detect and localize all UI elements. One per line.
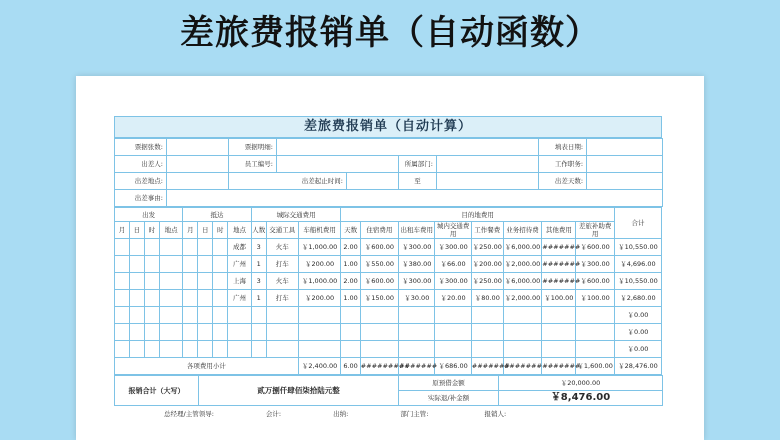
depart-day-cell[interactable] [129, 290, 144, 307]
meal-cell[interactable]: ￥250.00 [471, 273, 503, 290]
local-transport-cell[interactable] [435, 324, 471, 341]
vehicle-cell[interactable]: 火车 [266, 273, 298, 290]
arrive-month-cell[interactable] [183, 341, 198, 358]
days-cell[interactable]: 1.00 [341, 256, 360, 273]
fare-cell[interactable]: ￥1,000.00 [298, 273, 341, 290]
receipt-count-field[interactable] [167, 139, 229, 156]
table-row [115, 324, 662, 341]
days-header: 天数 [341, 222, 360, 239]
fill-date-label: 填表日期: [539, 139, 587, 156]
other-cell[interactable]: ￥100.00 [542, 290, 576, 307]
people-cell[interactable]: 1 [251, 290, 266, 307]
allowance-cell[interactable]: ￥100.00 [576, 290, 614, 307]
location-label: 出差地点: [115, 173, 167, 190]
vehicle-cell[interactable]: 火车 [266, 239, 298, 256]
period-to-label: 至 [399, 173, 437, 190]
arrive-month-cell[interactable] [183, 324, 198, 341]
days-cell[interactable] [341, 341, 360, 358]
days-cell[interactable]: 1.00 [341, 290, 360, 307]
total-upper-amount: 贰万捌仟肆佰柒拾陆元整 [199, 376, 399, 406]
subtotal-label: 各项费用小计 [115, 358, 299, 375]
fare-cell[interactable]: ￥200.00 [298, 256, 341, 273]
allowance-cell[interactable]: ￥600.00 [576, 239, 614, 256]
local-transport-header: 城内交通费用 [436, 222, 470, 238]
fare-cell[interactable]: ￥200.00 [298, 290, 341, 307]
meal-cell[interactable]: ￥250.00 [471, 239, 503, 256]
local-transport-cell[interactable] [435, 341, 471, 358]
other-cell[interactable] [542, 341, 576, 358]
taxi-cell[interactable] [399, 341, 435, 358]
depart-month-cell[interactable] [115, 324, 130, 341]
table-row [115, 256, 662, 273]
arrive-month-cell[interactable] [183, 256, 198, 273]
days-cell[interactable] [341, 307, 360, 324]
other-cell[interactable]: ####### [542, 239, 576, 256]
arrive-place-cell[interactable] [228, 324, 252, 341]
intercity-header: 城际交通费用 [251, 208, 341, 222]
entertain-cell[interactable] [503, 324, 541, 341]
local-transport-cell[interactable] [435, 307, 471, 324]
total-cell[interactable]: ￥10,550.00 [614, 239, 661, 256]
total-cell[interactable]: ￥0.00 [614, 324, 661, 341]
location-field[interactable] [167, 173, 229, 190]
vehicle-cell[interactable] [266, 324, 298, 341]
total-cell[interactable]: ￥10,550.00 [614, 273, 661, 290]
arrive-day-header: 日 [198, 222, 213, 239]
arrive-time-cell[interactable] [213, 324, 228, 341]
people-header: 人数 [251, 222, 266, 239]
fare-header: 车船机费用 [298, 222, 341, 239]
period-start-field[interactable] [347, 173, 399, 190]
destination-header: 目的地费用 [341, 208, 614, 222]
arrive-place-cell[interactable]: 上海 [228, 273, 252, 290]
depart-time-cell[interactable] [144, 324, 159, 341]
days-cell[interactable]: 2.00 [341, 273, 360, 290]
depart-day-cell[interactable] [129, 256, 144, 273]
department-field[interactable] [437, 156, 539, 173]
depart-place-cell[interactable] [159, 273, 183, 290]
expense-form [114, 116, 662, 420]
refund-value: ￥8,476.00 [499, 391, 663, 406]
lodging-cell[interactable] [360, 341, 398, 358]
summary-table [114, 375, 663, 406]
days-field[interactable] [587, 173, 663, 190]
manager-signature: 总经理/主管领导: [164, 409, 214, 418]
depart-month-cell[interactable] [115, 341, 130, 358]
table-row [115, 341, 662, 358]
arrive-month-cell[interactable] [183, 307, 198, 324]
taxi-cell[interactable]: ￥30.00 [399, 290, 435, 307]
subtotal-local-cell: ￥686.00 [435, 358, 471, 375]
receipt-desc-label: 票据明细: [229, 139, 277, 156]
table-row [115, 307, 662, 324]
claimant-signature: 报销人: [484, 409, 507, 418]
reason-label: 出差事由: [115, 190, 167, 207]
lodging-header: 住宿费用 [360, 222, 398, 239]
other-cell[interactable] [542, 307, 576, 324]
arrive-month-cell[interactable] [183, 239, 198, 256]
arrive-month-cell[interactable] [183, 273, 198, 290]
local-transport-cell[interactable]: ￥300.00 [435, 273, 471, 290]
entertain-header: 业务招待费 [503, 222, 541, 239]
depart-place-cell[interactable] [159, 324, 183, 341]
arrive-day-cell[interactable] [198, 307, 213, 324]
receipt-desc-field[interactable] [277, 139, 539, 156]
traveler-label: 出差人: [115, 156, 167, 173]
arrive-place-cell[interactable] [228, 341, 252, 358]
job-title-field[interactable] [587, 156, 663, 173]
depart-month-cell[interactable] [115, 256, 130, 273]
document-sheet [76, 76, 704, 440]
vehicle-cell[interactable] [266, 341, 298, 358]
depart-month-cell[interactable] [115, 239, 130, 256]
other-cell[interactable]: ####### [542, 273, 576, 290]
fare-cell[interactable]: ￥1,000.00 [298, 239, 341, 256]
subtotal-fare-cell: ￥2,400.00 [298, 358, 341, 375]
people-cell[interactable]: 3 [251, 239, 266, 256]
subtotal-meal-cell: ####### [471, 358, 503, 375]
fare-cell[interactable] [298, 307, 341, 324]
depart-month-cell[interactable] [115, 273, 130, 290]
people-cell[interactable]: 1 [251, 256, 266, 273]
arrive-day-cell[interactable] [198, 273, 213, 290]
taxi-cell[interactable]: ￥300.00 [399, 273, 435, 290]
entertain-cell[interactable]: ￥2,000.00 [503, 290, 541, 307]
period-label: 出差起止时间: [229, 173, 347, 190]
arrive-day-cell[interactable] [198, 324, 213, 341]
depart-month-cell[interactable] [115, 290, 130, 307]
entertain-cell[interactable] [503, 307, 541, 324]
meal-cell[interactable] [471, 324, 503, 341]
arrive-time-cell[interactable] [213, 239, 228, 256]
arrive-time-cell[interactable] [213, 256, 228, 273]
lodging-cell[interactable]: ￥550.00 [360, 256, 398, 273]
fare-cell[interactable] [298, 324, 341, 341]
allowance-cell[interactable]: ￥300.00 [576, 256, 614, 273]
meal-cell[interactable] [471, 341, 503, 358]
allowance-cell[interactable]: ￥600.00 [576, 273, 614, 290]
lodging-cell[interactable] [360, 324, 398, 341]
lodging-cell[interactable] [360, 307, 398, 324]
taxi-cell[interactable]: ￥300.00 [399, 239, 435, 256]
refund-label: 实际退/补金额 [399, 391, 499, 406]
people-cell[interactable] [251, 341, 266, 358]
arrive-place-cell[interactable] [228, 307, 252, 324]
allowance-cell[interactable] [576, 341, 614, 358]
arrive-day-cell[interactable] [198, 239, 213, 256]
days-label: 出差天数: [539, 173, 587, 190]
depart-time-header: 时 [144, 222, 159, 239]
subtotal-allowance-cell: ￥1,600.00 [576, 358, 614, 375]
vehicle-cell[interactable]: 打车 [266, 256, 298, 273]
depart-time-cell[interactable] [144, 256, 159, 273]
arrive-place-cell[interactable]: 广州 [228, 290, 252, 307]
taxi-cell[interactable]: ￥380.00 [399, 256, 435, 273]
traveler-field[interactable] [167, 156, 229, 173]
allowance-cell[interactable] [576, 324, 614, 341]
depart-month-header: 月 [115, 222, 130, 239]
other-cell[interactable]: ####### [542, 256, 576, 273]
entertain-cell[interactable]: ￥2,000.00 [503, 256, 541, 273]
table-row [115, 290, 662, 307]
total-upper-label: 报销合计（大写） [115, 376, 199, 406]
advance-label: 原预借金额 [399, 376, 499, 391]
signature-row [114, 406, 662, 420]
vehicle-header: 交通工具 [266, 222, 298, 239]
people-cell[interactable]: 3 [251, 273, 266, 290]
entertain-cell[interactable] [503, 341, 541, 358]
lodging-cell[interactable]: ￥150.00 [360, 290, 398, 307]
cashier-signature: 出纳: [333, 409, 349, 418]
form-title: 差旅费报销单（自动计算） [114, 116, 662, 138]
depart-place-header: 地点 [159, 222, 183, 239]
depart-time-cell[interactable] [144, 273, 159, 290]
taxi-cell[interactable] [399, 307, 435, 324]
depart-time-cell[interactable] [144, 239, 159, 256]
depart-place-cell[interactable] [159, 239, 183, 256]
depart-place-cell[interactable] [159, 341, 183, 358]
depart-time-cell[interactable] [144, 290, 159, 307]
total-cell[interactable]: ￥0.00 [614, 341, 661, 358]
depart-place-cell[interactable] [159, 290, 183, 307]
arrive-place-header: 地点 [228, 222, 252, 239]
depart-day-header: 日 [129, 222, 144, 239]
subtotal-lodging-cell: ######### [360, 358, 398, 375]
meal-cell[interactable]: ￥80.00 [471, 290, 503, 307]
employee-id-label: 员工编号: [229, 156, 277, 173]
vehicle-cell[interactable] [266, 307, 298, 324]
dept-head-signature: 部门主管: [400, 409, 429, 418]
depart-time-cell[interactable] [144, 341, 159, 358]
arrive-header: 抵达 [183, 208, 251, 222]
total-header: 合计 [614, 208, 661, 239]
arrive-time-cell[interactable] [213, 273, 228, 290]
depart-day-cell[interactable] [129, 307, 144, 324]
arrive-time-header: 时 [213, 222, 228, 239]
banner-title: 差旅费报销单（自动函数） [180, 13, 600, 53]
total-cell[interactable]: ￥4,696.00 [614, 256, 661, 273]
arrive-month-header: 月 [183, 222, 198, 239]
expense-table [114, 207, 662, 375]
days-cell[interactable]: 2.00 [341, 239, 360, 256]
lodging-cell[interactable]: ￥600.00 [360, 273, 398, 290]
subtotal-total-cell: ￥28,476.00 [614, 358, 661, 375]
people-cell[interactable] [251, 324, 266, 341]
depart-day-cell[interactable] [129, 324, 144, 341]
reason-field[interactable] [167, 190, 663, 207]
depart-day-cell[interactable] [129, 239, 144, 256]
entertain-cell[interactable]: ￥6,000.00 [503, 273, 541, 290]
total-cell[interactable]: ￥0.00 [614, 307, 661, 324]
job-title-label: 工作职务: [539, 156, 587, 173]
arrive-day-cell[interactable] [198, 290, 213, 307]
arrive-day-cell[interactable] [198, 341, 213, 358]
local-transport-cell[interactable]: ￥66.00 [435, 256, 471, 273]
taxi-cell[interactable] [399, 324, 435, 341]
depart-header: 出发 [115, 208, 183, 222]
employee-id-field[interactable] [277, 156, 399, 173]
depart-day-cell[interactable] [129, 341, 144, 358]
department-label: 所属部门: [399, 156, 437, 173]
other-header: 其他费用 [542, 222, 576, 239]
arrive-place-cell[interactable]: 成都 [228, 239, 252, 256]
entertain-cell[interactable]: ￥6,000.00 [503, 239, 541, 256]
receipt-count-label: 票据张数: [115, 139, 167, 156]
arrive-place-cell[interactable]: 广州 [228, 256, 252, 273]
local-transport-cell[interactable]: ￥300.00 [435, 239, 471, 256]
depart-time-cell[interactable] [144, 307, 159, 324]
total-cell[interactable]: ￥2,680.00 [614, 290, 661, 307]
subtotal-taxi-cell: ####### [399, 358, 435, 375]
depart-day-cell[interactable] [129, 273, 144, 290]
fill-date-field[interactable] [587, 139, 663, 156]
vehicle-cell[interactable]: 打车 [266, 290, 298, 307]
depart-month-cell[interactable] [115, 307, 130, 324]
period-end-field[interactable] [437, 173, 539, 190]
depart-place-cell[interactable] [159, 307, 183, 324]
arrive-day-cell[interactable] [198, 256, 213, 273]
taxi-header: 出租车费用 [399, 222, 435, 239]
lodging-cell[interactable]: ￥600.00 [360, 239, 398, 256]
info-table [114, 138, 663, 207]
arrive-time-cell[interactable] [213, 290, 228, 307]
advance-value: ￥20,000.00 [499, 376, 663, 391]
arrive-month-cell[interactable] [183, 290, 198, 307]
meal-cell[interactable] [471, 307, 503, 324]
accountant-signature: 会计: [265, 409, 282, 418]
arrive-time-cell[interactable] [213, 307, 228, 324]
meal-cell[interactable]: ￥200.00 [471, 256, 503, 273]
people-cell[interactable] [251, 307, 266, 324]
days-cell[interactable] [341, 324, 360, 341]
table-row [115, 273, 662, 290]
arrive-time-cell[interactable] [213, 341, 228, 358]
fare-cell[interactable] [298, 341, 341, 358]
subtotal-entertain-cell: ####### [503, 358, 541, 375]
meal-header: 工作餐费 [471, 222, 503, 239]
subtotal-row [115, 358, 662, 375]
other-cell[interactable] [542, 324, 576, 341]
local-transport-cell[interactable]: ￥20.00 [435, 290, 471, 307]
table-row [115, 239, 662, 256]
depart-place-cell[interactable] [159, 256, 183, 273]
subtotal-other-cell: ####### [542, 358, 576, 375]
allowance-header: 差旅补助费用 [576, 222, 614, 239]
allowance-cell[interactable] [576, 307, 614, 324]
subtotal-days-cell: 6.00 [341, 358, 360, 375]
